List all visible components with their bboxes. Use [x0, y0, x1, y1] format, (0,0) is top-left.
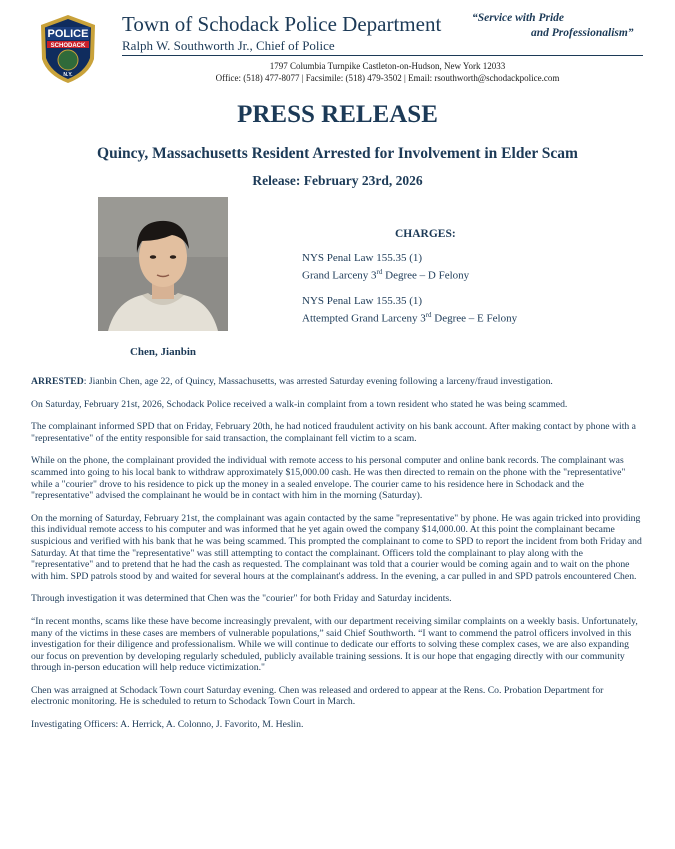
- charge-law: NYS Penal Law 155.35 (1): [302, 252, 423, 264]
- release-date: Release: February 23rd, 2026: [252, 173, 423, 188]
- investigating-officers: Investigating Officers: A. Herrick, A. Colonno, J. Favorito, M. Heslin.: [31, 719, 304, 731]
- release-subtitle: Quincy, Massachusetts Resident Arrested for Involvement in Elder Scam: [97, 145, 578, 162]
- charge-description: Grand Larceny 3rd Degree – D Felony: [302, 268, 470, 282]
- body-paragraph: On the morning of Saturday, February 21st, the complainant was again contacted by the same "representative" by phone. He was again tricked into providing this individual remote access to his computer and was informed that he yet again owed the company $14,000.00. At this point the complainant became suspicious and verified with his bank that he was being scammed. This prompted the complainant to come to SPD to report the incident from both Friday and Saturday. At that time the "representative" was still attempting to contact the complainant. Officers told the complainant to play along with the "representative" and to pretend that he had the cash as requested. The complainant was told that a courier would be coming again and to wait on the phone with him. SPD patrols stood by and waited for several hours at the complainant's address. In the evening, a car pulled in and SPD patrols encountered Chen.: [31, 512, 642, 582]
- badge-middle-text: SCHODACK: [50, 43, 86, 49]
- body-paragraph: While on the phone, the complainant provided the individual with remote access to his personal computer and online bank records. The complainant was scammed into going to his local bank to withdraw approximately $15,000.00 cash. He was then directed to remain on the phone with the "representative" while a "courier" drove to his residence to pick up the money in a sealed envelope. The courier came to his residence here in Schodack and the "representative" advised the complainant he would be in contact with him in the morning (Saturday).: [31, 455, 626, 502]
- arrested-label: ARRESTED: [31, 376, 84, 387]
- photo-caption: Chen, Jianbin: [129, 346, 197, 358]
- charge-law: NYS Penal Law 155.35 (1): [302, 295, 423, 307]
- chief-quote-paragraph: “In recent months, scams like these have become increasingly prevalent, with our department receiving similar complaints on a weekly basis. Unfortunately, many of the victims in these cases are members of vulnerable populations,” said Chief Southworth. “I want to commend the patrol officers involved in this investigation for their diligence and professionalism. While we will continue to dedicate our efforts to solving these complex cases, we are also expanding our focus on prevention by developing regularly scheduled, publicly available training sessions. It is our hope that engaging directly with our community through in-person education will help reduce victimization.": [31, 615, 638, 674]
- arrested-paragraph: ARRESTED: Jianbin Chen, age 22, of Quincy, Massachusetts, was arrested Saturday evening following a larceny/fraud investigation.: [31, 376, 553, 387]
- chief-name: Ralph W. Southworth Jr., Chief of Police: [122, 38, 335, 53]
- body-paragraph: Through investigation it was determined that Chen was the "courier" for both Friday and Saturday incidents.: [31, 593, 452, 605]
- release-body: [31, 376, 643, 742]
- charge-description: Attempted Grand Larceny 3rd Degree – E Felony: [302, 311, 518, 325]
- press-release-heading: PRESS RELEASE: [237, 101, 438, 128]
- header-divider: [122, 55, 643, 56]
- body-paragraph: The complainant informed SPD that on Friday, February 20th, he had noticed fraudulent activity on his bank account. After making contact by phone with a "representative" of the entity responsible for said transaction, the complainant fell victim to a scam.: [31, 421, 636, 444]
- badge-bottom-text: N.Y.: [63, 72, 73, 78]
- mailing-address: 1797 Columbia Turnpike Castleton-on-Hudson, New York 12033: [269, 61, 506, 71]
- charges-heading: CHARGES:: [395, 228, 456, 240]
- motto-line-2: and Professionalism”: [531, 27, 634, 39]
- contact-line: Office: (518) 477-8077 | Facsimile: (518) 479-3502 | Email: rsouthworth@schodackpolice.com: [215, 73, 560, 83]
- charge-item: [302, 251, 469, 283]
- arrestee-photo: [98, 197, 228, 331]
- department-title: Town of Schodack Police Department: [122, 12, 442, 36]
- charge-item: [302, 294, 517, 326]
- motto-line-1: “Service with Pride: [472, 12, 564, 24]
- body-paragraph: Chen was arraigned at Schodack Town court Saturday evening. Chen was released and ordered to appear at the Rens. Co. Probation Department for electronic monitoring. He is scheduled to return to Schodack Town Court in March.: [31, 684, 604, 708]
- badge-top-text: POLICE: [47, 28, 89, 40]
- body-paragraph: On Saturday, February 21st, 2026, Schodack Police received a walk-in complaint from a town resident who stated he was being scammed.: [31, 398, 568, 410]
